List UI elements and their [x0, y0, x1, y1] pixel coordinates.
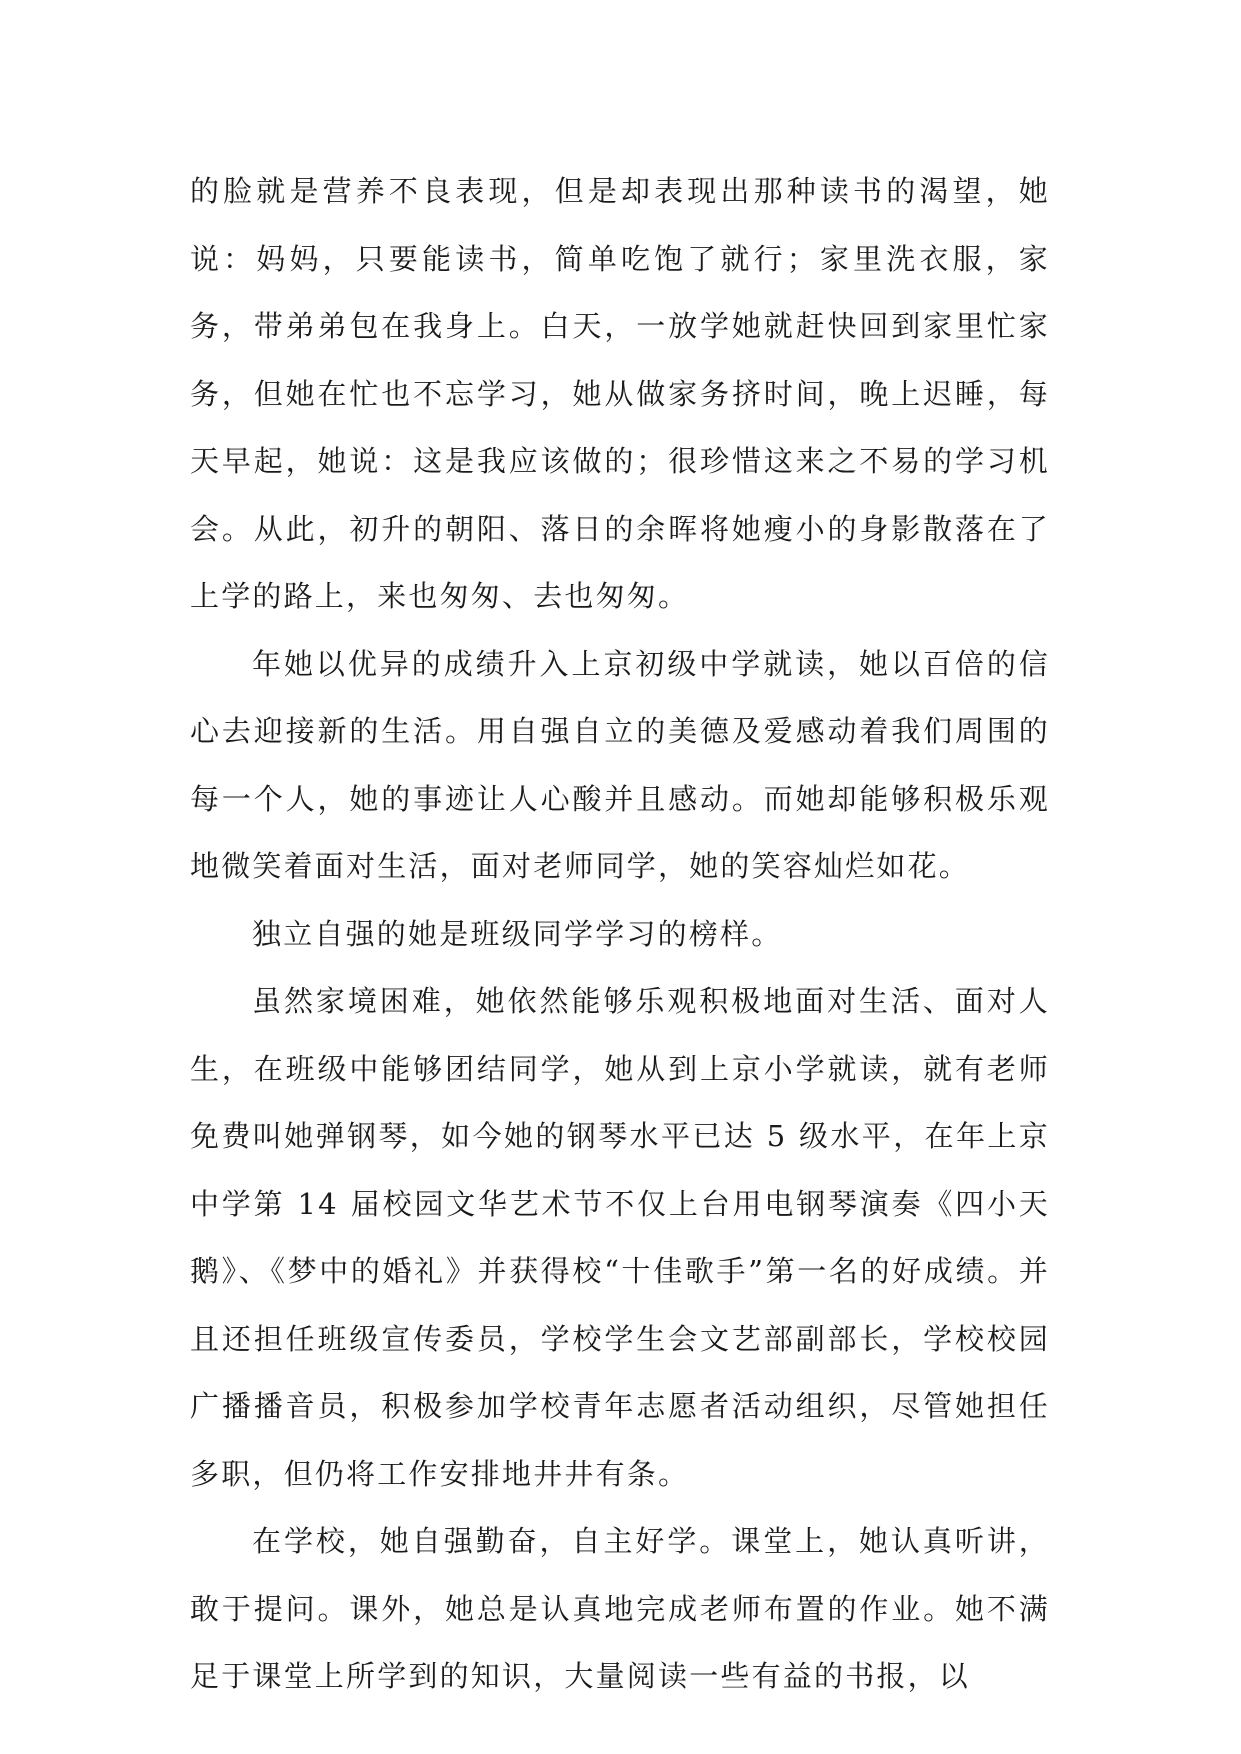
paragraph-5: 在学校，她自强勤奋，自主好学。课堂上，她认真听讲，敢于提问。课外，她总是认真地完成老师布置的作业。她不满足于课堂上所学到的知识，大量阅读一些有益的书报，以	[190, 1524, 1050, 1693]
paragraph-2: 年她以优异的成绩升入上京初级中学就读，她以百倍的信心去迎接新的生活。用自强自立的美德及爱感动着我们周围的每一个人，她的事迹让人心酸并且感动。而她却能够积极乐观地微笑着面对生活，面对老师同学，她的笑容灿烂如花。	[190, 646, 1050, 883]
paragraph-4: 虽然家境困难，她依然能够乐观积极地面对生活、面对人生，在班级中能够团结同学，她从到上京小学就读，就有老师免费叫她弹钢琴，如今她的钢琴水平已达 5 级水平，在年上京中学第 14 届校园文华艺术节不仅上台用电钢琴演奏《四小天鹅》、《梦中的婚礼》并获得校“十佳歌手”第一名的好成绩。并且还担任班级宣传委员，学校学生会文艺部副部长，学校校园广播播音员，积极参加学校青年志愿者活动组织，尽管她担任多职，但仍将工作安排地井井有条。	[190, 984, 1050, 1491]
paragraph-3: 独立自强的她是班级同学学习的榜样。	[252, 916, 783, 951]
paragraph-1: 的脸就是营养不良表现，但是却表现出那种读书的渴望，她说：妈妈，只要能读书，简单吃饱了就行；家里洗衣服，家务，带弟弟包在我身上。白天，一放学她就赶快回到家里忙家务，但她在忙也不忘学习，她从做家务挤时间，晚上迟睡，每天早起，她说：这是我应该做的；很珍惜这来之不易的学习机会。从此，初升的朝阳、落日的余晖将她瘦小的身影散落在了上学的路上，来也匆匆、去也匆匆。	[190, 174, 1050, 613]
document-body	[190, 158, 1050, 1711]
